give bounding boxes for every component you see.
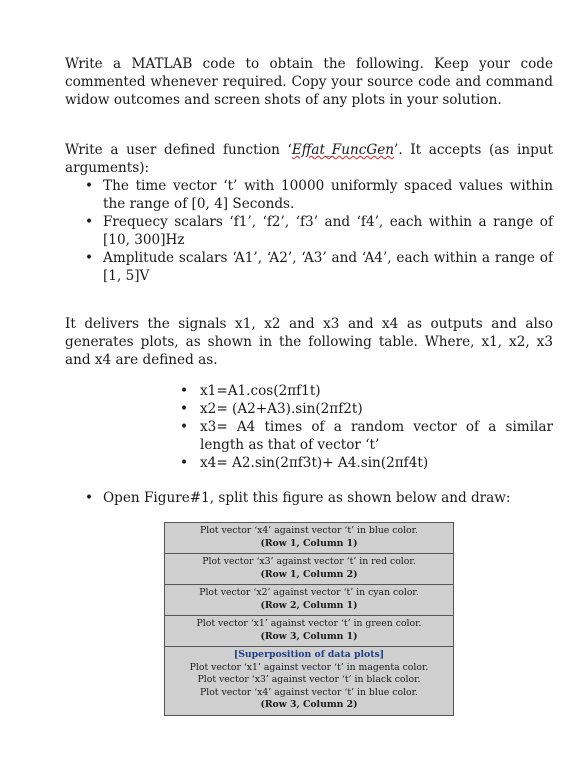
superposition-line: Plot vector ‘x3’ against vector ‘t’ in black color. (197, 674, 421, 685)
input-amplitude-scalars: • Amplitude scalars ‘A1’, ‘A2’, ‘A3’ and ‘A4’, each within a range of [1, 5]V (85, 249, 553, 285)
function-post: ’. It accepts (as input arguments): (65, 142, 553, 176)
cell-position: (Row 1, Column 1) (260, 537, 358, 549)
outputs-paragraph: It delivers the signals x1, x2 and x3 and x4 as outputs and also generates plots, as shown in the following table. Where, x1, x2, x3 and x4 are defined as. (65, 316, 553, 368)
input-frequency-scalars: • Frequecy scalars ‘f1’, ‘f2’, ‘f3’ and ‘f4’, each within a range of [10, 300]Hz (85, 213, 553, 249)
cell-text: Plot vector ‘x2’ against vector ‘t’ in cyan color. (199, 587, 419, 598)
superposition-line: Plot vector ‘x4’ against vector ‘t’ in blue color. (199, 686, 419, 698)
table-row-superposition (165, 647, 453, 715)
cell-position: (Row 2, Column 1) (260, 599, 358, 611)
formula-x2: • x2= (A2+A3).sin(2πf2t) (180, 400, 553, 418)
cell-text: Plot vector ‘x1’ against vector ‘t’ in green color. (196, 618, 422, 629)
function-pre: Write a user defined function ‘ (65, 142, 292, 158)
intro-paragraph: Write a MATLAB code to obtain the following. Keep your code commented whenever required. Copy your source code and command widow outcomes and screen shots of any plots in your solution. (65, 56, 553, 108)
table-row (165, 523, 453, 554)
plot-layout-table (164, 522, 454, 716)
signal-definitions-list (180, 382, 553, 472)
input-time-vector: • The time vector ‘t’ with 10000 uniformly spaced values within the range of [0, 4] Seconds. (85, 177, 553, 213)
figure-instruction-list (85, 489, 553, 507)
input-arguments-list (85, 177, 553, 285)
cell-position: (Row 3, Column 1) (260, 630, 358, 642)
formula-x3: • x3= A4 times of a random vector of a similar length as that of vector ‘t’ (180, 418, 553, 454)
cell-position: (Row 3, Column 2) (260, 699, 358, 710)
cell-text: Plot vector ‘x4’ against vector ‘t’ in blue color. (199, 525, 419, 536)
function-name: Effat_FuncGen (291, 142, 395, 158)
cell-text: Plot vector ‘x3’ against vector ‘t’ in red color. (202, 556, 416, 567)
superposition-line: Plot vector ‘x1’ against vector ‘t’ in magenta color. (189, 661, 429, 673)
table-row (165, 585, 453, 616)
figure-instruction: • Open Figure#1, split this figure as shown below and draw: (85, 489, 553, 507)
table-row (165, 554, 453, 585)
function-paragraph (65, 141, 553, 177)
table-row (165, 616, 453, 647)
formula-x4: • x4= A2.sin(2πf3t)+ A4.sin(2πf4t) (180, 454, 553, 472)
formula-x1: • x1=A1.cos(2πf1t) (180, 382, 553, 400)
cell-position: (Row 1, Column 2) (260, 568, 358, 580)
superposition-title: [Superposition of data plots] (233, 649, 385, 660)
